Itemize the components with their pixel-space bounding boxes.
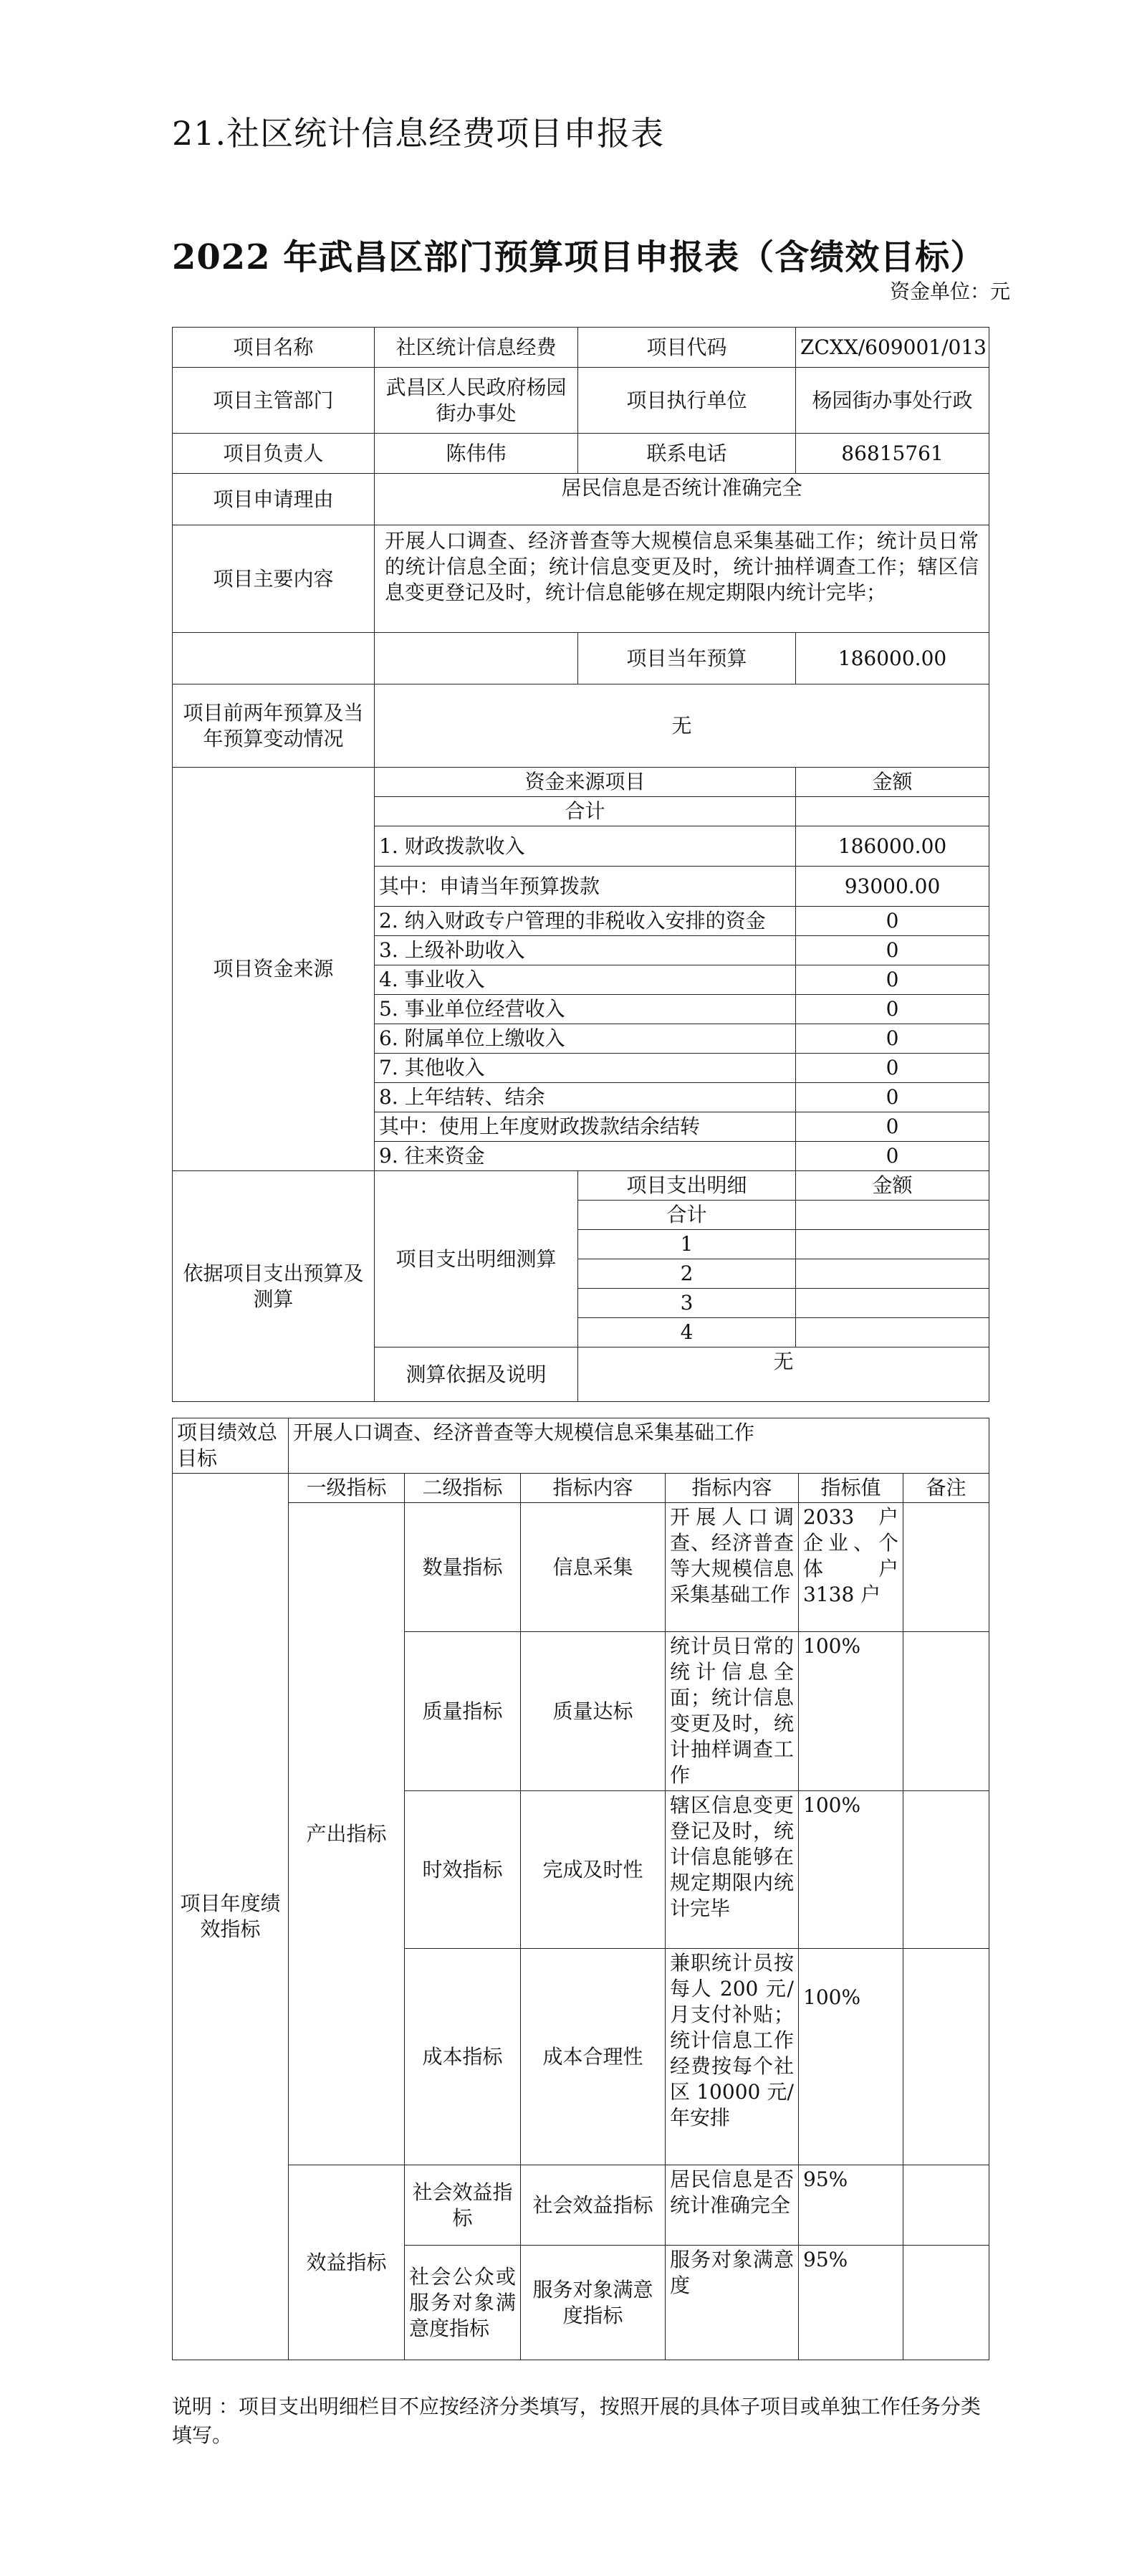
content-cell: 兼职统计员按每人 200 元/月支付补贴；统计信息工作经费按每个社区 10000 元/年安排 <box>666 1949 799 2165</box>
content-cell: 辖区信息变更登记及时，统计信息能够在规定期限内统计完毕 <box>666 1791 799 1949</box>
header-remark: 备注 <box>903 1474 989 1503</box>
exec-value: 杨园街办事处行政 <box>796 368 989 434</box>
content-value: 开展人口调查、经济普查等大规模信息采集基础工作；统计员日常的统计信息全面；统计信息变更及时，统计抽样调查工作；辖区信息变更登记及时，统计信息能够在规定期限内统计完毕； <box>375 525 989 633</box>
header-item: 指标内容 <box>521 1474 666 1503</box>
basis-label: 测算依据及说明 <box>375 1347 578 1402</box>
expense-row-item: 4 <box>578 1318 796 1347</box>
funding-row-amount: 0 <box>796 1054 989 1083</box>
level2-cell: 社会公众或服务对象满意度指标 <box>405 2246 521 2360</box>
name-value: 社区统计信息经费 <box>375 328 578 368</box>
expense-row-amount <box>796 1201 989 1230</box>
content-cell: 统计员日常的统计信息全面；统计信息变更及时，统计抽样调查工作 <box>666 1632 799 1791</box>
content-cell: 服务对象满意度 <box>666 2246 799 2360</box>
output-label: 产出指标 <box>289 1503 405 2165</box>
expense-row-item: 1 <box>578 1230 796 1259</box>
funding-row-name: 7. 其他收入 <box>375 1054 796 1083</box>
value-cell: 2033 户企业、个体户 3138 户 <box>799 1503 903 1632</box>
funding-row-name: 3. 上级补助收入 <box>375 936 796 965</box>
expense-label: 依据项目支出预算及测算 <box>173 1171 375 1402</box>
value-cell: 95% <box>799 2165 903 2246</box>
leader-label: 项目负责人 <box>173 434 375 474</box>
dept-value: 武昌区人民政府杨园街办事处 <box>375 368 578 434</box>
code-label: 项目代码 <box>578 328 796 368</box>
level2-cell: 质量指标 <box>405 1632 521 1791</box>
code-value: ZCXX/609001/013 <box>796 328 989 368</box>
header-value: 指标值 <box>799 1474 903 1503</box>
header-level1: 一级指标 <box>289 1474 405 1503</box>
goal-label: 项目绩效总目标 <box>173 1418 289 1474</box>
funding-row-amount: 0 <box>796 936 989 965</box>
item-cell: 服务对象满意度指标 <box>521 2246 666 2360</box>
funding-row-name: 其中：使用上年度财政拨款结余结转 <box>375 1112 796 1142</box>
expense-detail-label: 项目支出明细测算 <box>375 1171 578 1347</box>
content-cell: 居民信息是否统计准确完全 <box>666 2165 799 2246</box>
item-cell: 质量达标 <box>521 1632 666 1791</box>
currency-unit: 资金单位：元 <box>889 280 1010 303</box>
funding-row-name: 1. 财政拨款收入 <box>375 826 796 867</box>
level2-cell: 数量指标 <box>405 1503 521 1632</box>
reason-label: 项目申请理由 <box>173 474 375 525</box>
funding-col-amount: 金额 <box>796 768 989 797</box>
prev-value: 无 <box>375 684 989 768</box>
value-cell: 100% <box>799 1949 903 2165</box>
funding-row-amount: 0 <box>796 1024 989 1054</box>
header-level2: 二级指标 <box>405 1474 521 1503</box>
budget-label: 项目当年预算 <box>578 633 796 684</box>
remark-cell <box>903 2165 989 2246</box>
funding-label: 项目资金来源 <box>173 768 375 1171</box>
leader-value: 陈伟伟 <box>375 434 578 474</box>
value-cell: 95% <box>799 2246 903 2360</box>
page-heading: 21.社区统计信息经费项目申报表 <box>172 114 665 153</box>
name-label: 项目名称 <box>173 328 375 368</box>
funding-row-amount: 0 <box>796 995 989 1024</box>
expense-row-amount <box>796 1289 989 1318</box>
expense-row-amount <box>796 1230 989 1259</box>
level2-cell: 时效指标 <box>405 1791 521 1949</box>
remark-cell <box>903 1949 989 2165</box>
remark-cell <box>903 1632 989 1791</box>
expense-col-amount: 金额 <box>796 1171 989 1201</box>
project-info-table <box>172 327 989 1402</box>
content-label: 项目主要内容 <box>173 525 375 633</box>
header-content: 指标内容 <box>666 1474 799 1503</box>
expense-row-amount <box>796 1259 989 1289</box>
funding-row-amount: 0 <box>796 1112 989 1142</box>
funding-row-amount: 0 <box>796 907 989 936</box>
footnote: 说明 ：项目支出明细栏目不应按经济分类填写，按照开展的具体子项目或单独工作任务分类填写。 <box>172 2395 981 2447</box>
form-title: 2022 年武昌区部门预算项目申报表（含绩效目标） <box>172 237 986 277</box>
remark-cell <box>903 1791 989 1949</box>
expense-row-item: 2 <box>578 1259 796 1289</box>
content-cell: 开展人口调查、经济普查等大规模信息采集基础工作 <box>666 1503 799 1632</box>
performance-table <box>172 1418 989 2360</box>
value-cell: 100% <box>799 1791 903 1949</box>
funding-row-name: 5. 事业单位经营收入 <box>375 995 796 1024</box>
blank-cell <box>173 633 375 684</box>
budget-value: 186000.00 <box>796 633 989 684</box>
remark-cell <box>903 2246 989 2360</box>
funding-row-name: 6. 附属单位上缴收入 <box>375 1024 796 1054</box>
item-cell: 成本合理性 <box>521 1949 666 2165</box>
funding-row-name: 合计 <box>375 797 796 826</box>
goal-value: 开展人口调查、经济普查等大规模信息采集基础工作 <box>289 1418 989 1474</box>
item-cell: 完成及时性 <box>521 1791 666 1949</box>
funding-row-amount <box>796 797 989 826</box>
expense-row-amount <box>796 1318 989 1347</box>
level2-cell: 成本指标 <box>405 1949 521 2165</box>
basis-value: 无 <box>578 1347 989 1402</box>
funding-row-name: 8. 上年结转、结余 <box>375 1083 796 1112</box>
expense-col-item: 项目支出明细 <box>578 1171 796 1201</box>
reason-value: 居民信息是否统计准确完全 <box>375 474 989 525</box>
funding-row-amount: 0 <box>796 1142 989 1171</box>
item-cell: 信息采集 <box>521 1503 666 1632</box>
dept-label: 项目主管部门 <box>173 368 375 434</box>
remark-cell <box>903 1503 989 1632</box>
value-cell: 100% <box>799 1632 903 1791</box>
funding-row-name: 2. 纳入财政专户管理的非税收入安排的资金 <box>375 907 796 936</box>
phone-label: 联系电话 <box>578 434 796 474</box>
phone-value: 86815761 <box>796 434 989 474</box>
funding-row-name: 4. 事业收入 <box>375 965 796 995</box>
expense-row-item: 3 <box>578 1289 796 1318</box>
prev-label: 项目前两年预算及当年预算变动情况 <box>173 684 375 768</box>
blank-cell <box>375 633 578 684</box>
funding-row-amount: 93000.00 <box>796 867 989 907</box>
funding-col-source: 资金来源项目 <box>375 768 796 797</box>
funding-row-amount: 0 <box>796 965 989 995</box>
funding-row-amount: 186000.00 <box>796 826 989 867</box>
funding-row-amount: 0 <box>796 1083 989 1112</box>
funding-row-name: 其中：申请当年预算拨款 <box>375 867 796 907</box>
level2-cell: 社会效益指标 <box>405 2165 521 2246</box>
annual-label: 项目年度绩效指标 <box>173 1474 289 2360</box>
funding-row-name: 9. 往来资金 <box>375 1142 796 1171</box>
item-cell: 社会效益指标 <box>521 2165 666 2246</box>
exec-label: 项目执行单位 <box>578 368 796 434</box>
expense-row-item: 合计 <box>578 1201 796 1230</box>
benefit-label: 效益指标 <box>289 2165 405 2360</box>
